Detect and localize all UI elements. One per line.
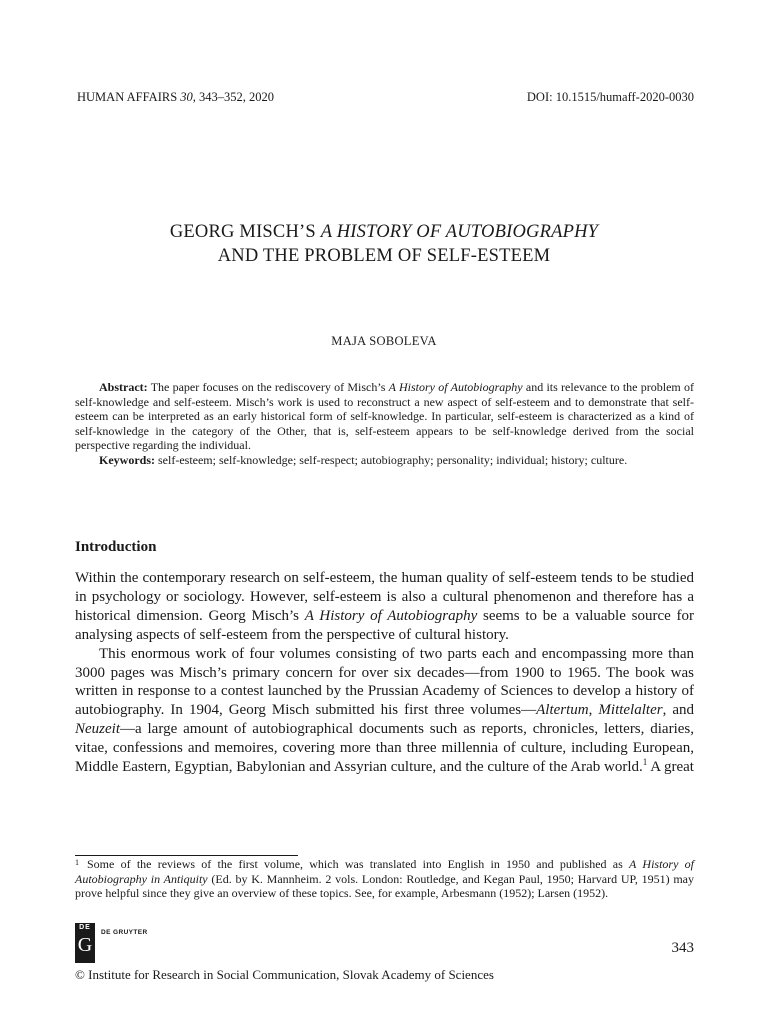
- title-line-2: AND THE PROBLEM OF SELF-ESTEEM: [217, 246, 551, 266]
- article-title: [0, 220, 768, 268]
- doi: DOI: 10.1515/humaff-2020-0030: [526, 90, 694, 104]
- footnote-1: $^1$ Some of the reviews of the first volume, which was translated into English in 1950 and published as A History of Autobiography in Antiquity (Ed. by K. Mannheim. 2 vols. London: Routledge, and Kegan Paul, 1950; Harvard UP, 1951) may prove helpful since they give an overview of these topics. See, for example, Arbesmann (1952); Larsen (1952).: [75, 857, 694, 901]
- paragraph-2: This enormous work of four volumes consisting of two parts each and encompassing more than 3000 pages was Misch’s primary concern for over six decades—from 1900 to 1965. The book was written in response to a contest launched by the Prussian Academy of Sciences to develop a history of autobiography. In 1904, Georg Misch submitted his first three volumes—Altertum, Mittelalter, and Neuzeit—a large amount of autobiographical documents such as reports, chronicles, letters, diaries, vitae, confessions and memoires, covering more than three millennia of culture, including European, Middle Eastern, Egyptian, Babylonian and Assyrian culture, and the culture of the Arab world.$^1$ A great: [75, 645, 694, 776]
- section-heading: Introduction: [75, 539, 157, 555]
- body-text: [75, 569, 694, 777]
- footnote: [75, 857, 694, 901]
- paragraph-1: Within the contemporary research on self-esteem, the human quality of self-esteem tends to be studied in psychology or sociology. However, self-esteem is also a cultural phenomenon and therefore has a historical dimension. Georg Misch’s A History of Autobiography seems to be a valuable source for analysing aspects of self-esteem from the perspective of cultural history.: [75, 570, 695, 643]
- publisher-name: DE GRUYTER: [101, 929, 148, 936]
- footnote-divider: [75, 855, 298, 856]
- title-line-1: GEORG MISCH’S A HISTORY OF AUTOBIOGRAPHY: [169, 222, 599, 242]
- keywords-label: Keywords:: [99, 452, 155, 467]
- footnote-reference[interactable]: 1: [642, 757, 648, 768]
- footnote-mark: 1: [75, 858, 79, 867]
- author-name: MAJA SOBOLEVA: [331, 334, 437, 348]
- title-book-name: A HISTORY OF AUTOBIOGRAPHY: [320, 222, 599, 242]
- abstract-paragraph: Abstract: The paper focuses on the rediscovery of Misch’s A History of Autobiography and its relevance to the problem of self-knowledge and self-esteem. Misch’s work is used to reconstruct a new aspect of self-esteem and to demonstrate that self-esteem can be interpreted as an early historical form of self-knowledge. In particular, self-esteem is characterized as a kind of self-knowledge in the category of the Other, that is, self-esteem appears to be self-knowledge derived from the social perspective regarding the individual.: [75, 380, 694, 453]
- abstract: [75, 380, 694, 468]
- page-number: 343: [671, 940, 694, 956]
- running-header: [77, 90, 694, 105]
- keywords-paragraph: Keywords: self-esteem; self-knowledge; self-respect; autobiography; personality; individual; history; culture.: [99, 452, 628, 467]
- de-gruyter-logo: DE G: [75, 923, 95, 963]
- abstract-label: Abstract:: [99, 380, 148, 394]
- journal-volume: 30: [180, 90, 193, 104]
- copyright-notice: © Institute for Research in Social Communication, Slovak Academy of Sciences: [75, 967, 494, 982]
- journal-citation: HUMAN AFFAIRS 30, 343–352, 2020: [77, 90, 275, 104]
